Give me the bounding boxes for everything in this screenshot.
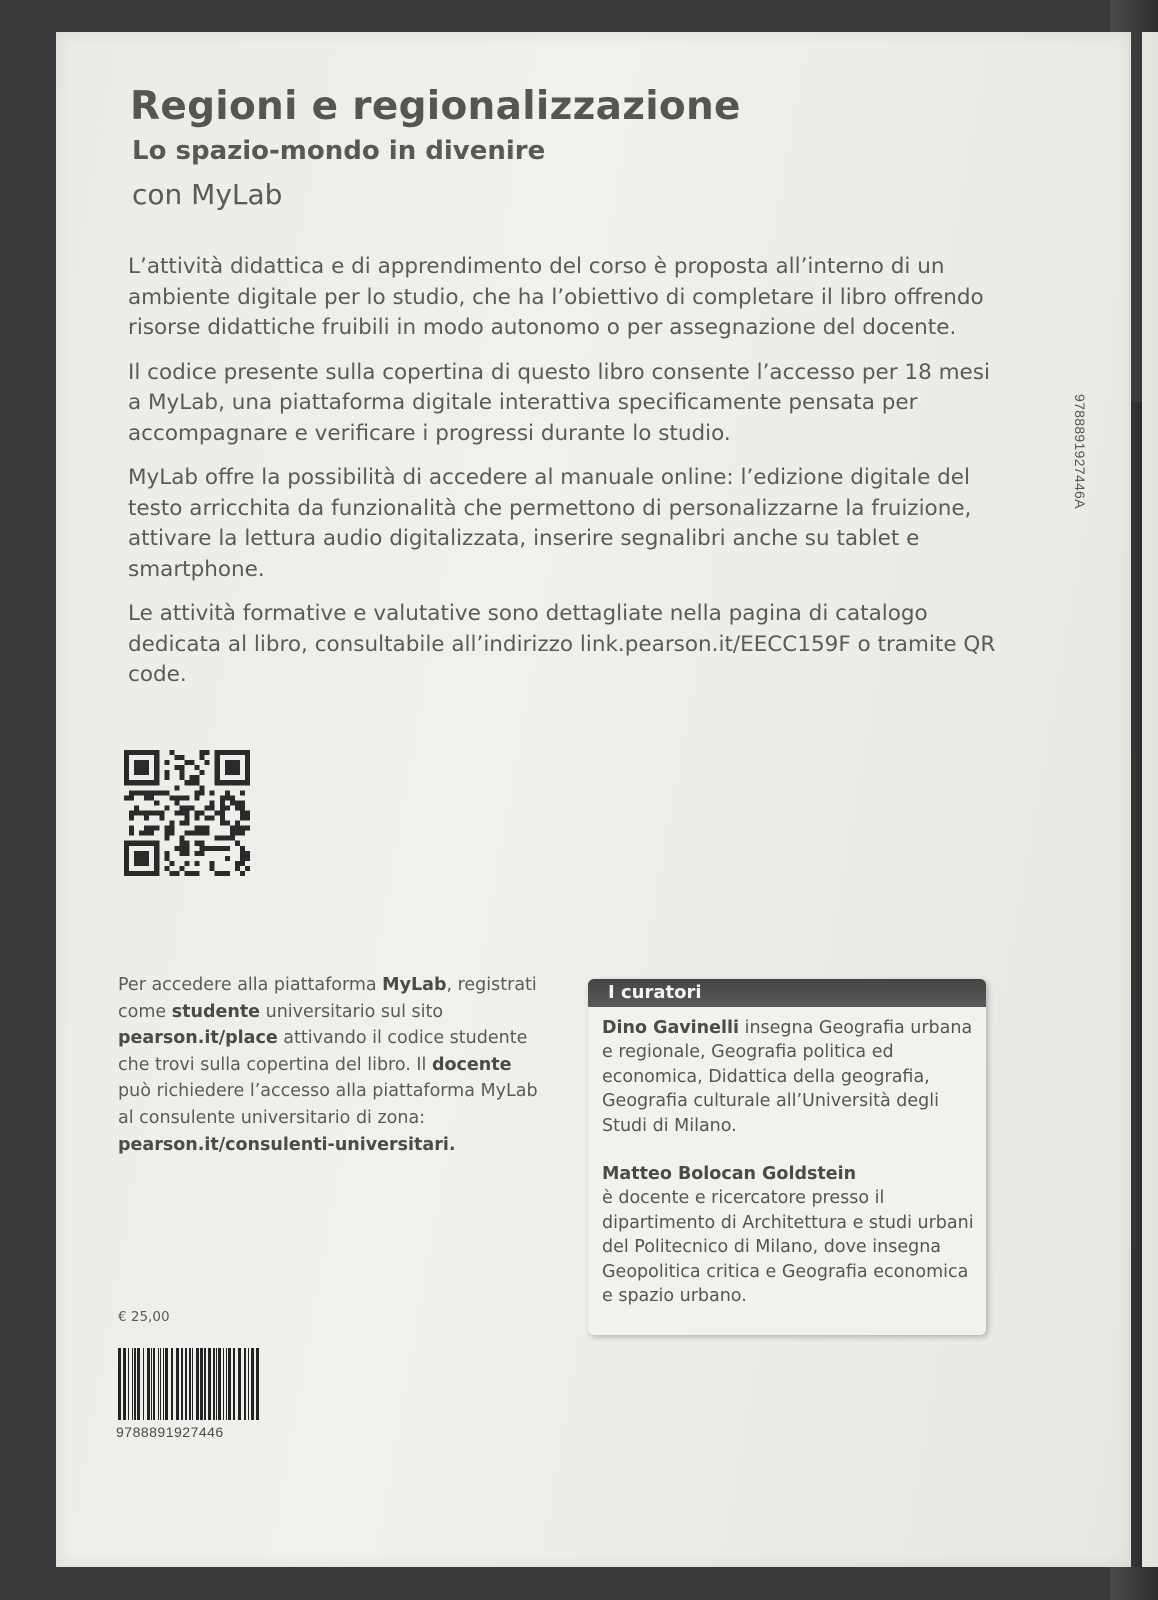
barcode-bar [196, 1348, 199, 1420]
curator-bio: insegna Geografia urbana e regionale, Geografia politica ed economica, Didattica della geografia, Geografia culturale all’Università degli Studi di Milano. [602, 1018, 973, 1136]
curator-name: Dino Gavinelli [602, 1018, 740, 1038]
curator-dino-gavinelli [602, 1016, 976, 1138]
barcode-bar [226, 1348, 227, 1420]
barcode-bar [256, 1348, 259, 1420]
barcode-bar [228, 1348, 231, 1420]
curator-matteo-bolocan-goldstein [602, 1162, 976, 1308]
description-paragraph: Il codice presente sulla copertina di questo libro consente l’accesso per 18 mesi a MyLab, una piattaforma digitale interattiva specificamente pensata per accompagnare e verificare i progressi durante lo studio. [128, 359, 990, 446]
barcode-bar [171, 1348, 173, 1420]
barcode-bar [181, 1348, 183, 1420]
edition-label: con MyLab [132, 178, 283, 211]
book-subtitle: Lo spazio-mondo in divenire [132, 136, 546, 166]
barcode-bar [189, 1348, 191, 1420]
barcode-bar [248, 1348, 249, 1420]
qr-modules [124, 750, 250, 876]
barcode-bar [123, 1348, 126, 1420]
isbn-number: 9788891927446 [116, 1424, 224, 1440]
barcode-bar [160, 1348, 161, 1420]
barcode-bar [192, 1348, 193, 1420]
barcode-bar [216, 1348, 217, 1420]
barcode-bar [128, 1348, 129, 1420]
barcode-bar [118, 1348, 121, 1420]
barcode-bar [137, 1348, 140, 1420]
curators-box [588, 979, 986, 1335]
barcode-bar [134, 1348, 136, 1420]
description-paragraph: MyLab offre la possibilità di accedere al manuale online: l’edizione digitale del testo arricchita da funzionalità che permettono di personalizzarne la fruizione, attivare la lettura audio digitalizzata, inserire segnalibri anche su tablet e smartphone. [128, 465, 972, 582]
barcode-bar [238, 1348, 241, 1420]
barcode-bar [163, 1348, 164, 1420]
price-label: € 25,00 [118, 1309, 170, 1325]
barcode-bar [132, 1348, 133, 1420]
barcode-bar [176, 1348, 179, 1420]
curator-bio: è docente e ricercatore presso il dipartimento di Architettura e studi urbani del Politecnico di Milano, dove insegna Geopolitica critica e Geografia economica e spazio urbano. [602, 1188, 974, 1307]
qr-code[interactable] [124, 750, 250, 876]
book-back-cover [56, 32, 1131, 1567]
barcode-bar [223, 1348, 224, 1420]
barcode-bar [233, 1348, 235, 1420]
barcode-bar [165, 1348, 168, 1420]
access-instructions: Per accedere alla piattaforma MyLab, registrati come studente universitario sul sito pearson.it/place attivando il codice studente che trovi sulla copertina del libro. Il docente può richiedere l’accesso alla piattaforma MyLab al consulente universitario di zona: pearson.it/consulenti-universitari. [118, 975, 538, 1155]
curator-name: Matteo Bolocan Goldstein [602, 1164, 857, 1185]
book-title: Regioni e regionalizzazione [130, 84, 741, 129]
barcode [114, 1348, 264, 1420]
curators-body [588, 1007, 986, 1308]
barcode-bar [153, 1348, 155, 1420]
barcode-bar [143, 1348, 144, 1420]
barcode-bar [158, 1348, 159, 1420]
barcode-bar [244, 1348, 246, 1420]
description-paragraph: L’attività didattica e di apprendimento del corso è proposta all’interno di un ambiente digitale per lo studio, che ha l’obiettivo di completare il libro offrendo risorse didattiche fruibili in modo autonomo o per assegnazione del docente. [128, 254, 984, 340]
barcode-bar [204, 1348, 206, 1420]
barcode-bar [213, 1348, 215, 1420]
cover-fold-edge [1142, 32, 1158, 1567]
spine-code: 9788891927446A [1072, 394, 1088, 509]
description-text [128, 252, 1008, 705]
barcode-bar [147, 1348, 150, 1420]
barcode-bar [218, 1348, 221, 1420]
curators-heading: I curatori [588, 979, 986, 1007]
barcode-bar [208, 1348, 211, 1420]
barcode-bar [185, 1348, 187, 1420]
description-paragraph: Le attività formative e valutative sono dettagliate nella pagina di catalogo dedicata al libro, consultabile all’indirizzo link.pearson.it/EECC159F o tramite QR code. [128, 601, 996, 687]
barcode-bar [151, 1348, 152, 1420]
barcode-bar [251, 1348, 254, 1420]
barcode-bar [200, 1348, 203, 1420]
